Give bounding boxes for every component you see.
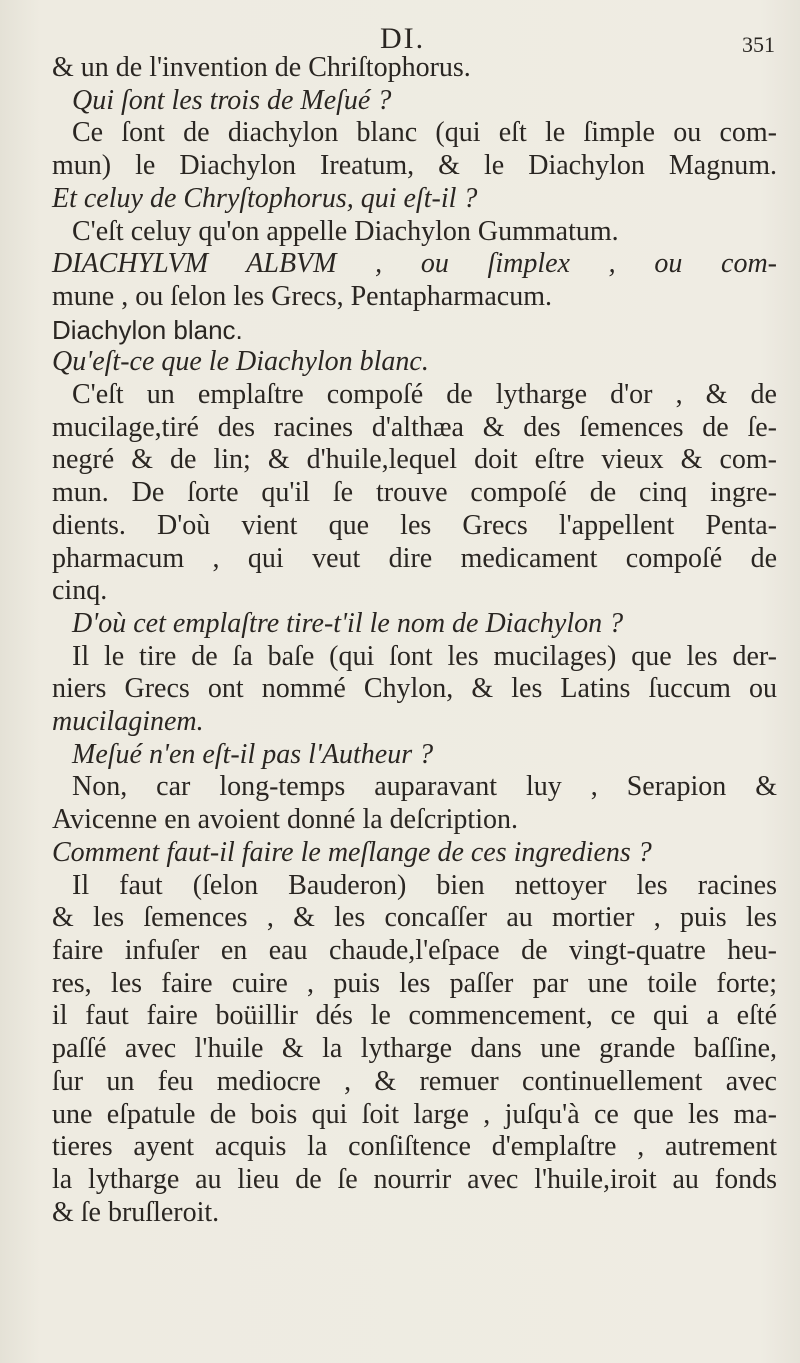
text-line: res, les faire cuire , puis les paſſer par une toile forte; <box>52 967 777 999</box>
text-line: dients. D'où vient que les Grecs l'appellent Penta- <box>52 509 777 541</box>
section-heading: Diachylon blanc. <box>52 314 243 345</box>
text-line: negré & de lin; & d'huile,lequel doit eſtre vieux & com- <box>52 444 777 476</box>
text-line: & un de l'invention de Chriſtophorus. <box>52 52 471 83</box>
text-line: C'eſt celuy qu'on appelle Diachylon Gummatum. <box>72 215 619 247</box>
body-text <box>52 52 777 1229</box>
text-line: la lytharge au lieu de ſe nourrir avec l'huile,iroit au fonds <box>52 1163 777 1195</box>
text-line: C'eſt un emplaſtre compoſé de lytharge d'or , & de <box>72 379 777 411</box>
question-line: Qu'eſt-ce que le Diachylon blanc. <box>52 346 429 378</box>
text-line: faire infuſer en eau chaude,l'eſpace de vingt-quatre heu- <box>52 934 777 966</box>
text-line: mun. De ſorte qu'il ſe trouve compoſé de cinq ingre- <box>52 477 777 509</box>
text-line: mucilage,tiré des racines d'althæa & des ſemences de ſe- <box>52 411 777 443</box>
text-line: Avicenne en avoient donné la deſcription. <box>52 804 518 836</box>
text-line: mun) le Diachylon Ireatum, & le Diachylon Magnum. <box>52 150 777 182</box>
text-line: mune , ou ſelon les Grecs, Pentapharmacum. <box>52 280 552 312</box>
text-line: & ſe bruſleroit. <box>52 1196 220 1228</box>
page-number: 351 <box>742 32 775 57</box>
text-line: Il faut (ſelon Bauderon) bien nettoyer les racines <box>72 869 777 901</box>
text-line: il faut faire boüillir dés le commencement, ce qui a eſté <box>52 1000 777 1032</box>
question-line: Meſué n'en eſt-il pas l'Autheur ? <box>72 738 434 770</box>
text-line: Non, car long-temps auparavant luy , Serapion & <box>72 771 777 803</box>
question-line: Et celuy de Chryſtophorus, qui eſt-il ? <box>52 182 478 214</box>
question-line: DIACHYLVM ALBVM , ou ſimplex , ou com- <box>52 248 777 280</box>
question-line: D'où cet emplaſtre tire-t'il le nom de Diachylon ? <box>72 607 624 639</box>
running-head: DI. <box>380 22 426 55</box>
text-line: cinq. <box>52 575 108 607</box>
question-line: mucilaginem. <box>52 706 204 738</box>
text-line: Ce ſont de diachylon blanc (qui eſt le ſimple ou com- <box>72 117 777 149</box>
question-line: Comment faut-il faire le meſlange de ces ingrediens ? <box>52 836 652 868</box>
text-line: Il le tire de ſa baſe (qui ſont les mucilages) que les der- <box>72 640 777 672</box>
text-line: pharmacum , qui veut dire medicament compoſé de <box>52 542 777 574</box>
text-line: niers Grecs ont nommé Chylon, & les Latins ſuccum ou <box>52 673 777 705</box>
question-line: Qui ſont les trois de Meſué ? <box>72 84 392 116</box>
text-line: paſſé avec l'huile & la lytharge dans une grande baſſine, <box>52 1033 777 1065</box>
text-line: ſur un feu mediocre , & remuer continuellement avec <box>52 1065 777 1097</box>
text-line: tieres ayent acquis la conſiſtence d'emplaſtre , autrement <box>52 1131 777 1163</box>
text-line: une eſpatule de bois qui ſoit large , juſqu'à ce que les ma- <box>52 1098 777 1130</box>
text-line: & les ſemences , & les concaſſer au mortier , puis les <box>52 902 777 934</box>
